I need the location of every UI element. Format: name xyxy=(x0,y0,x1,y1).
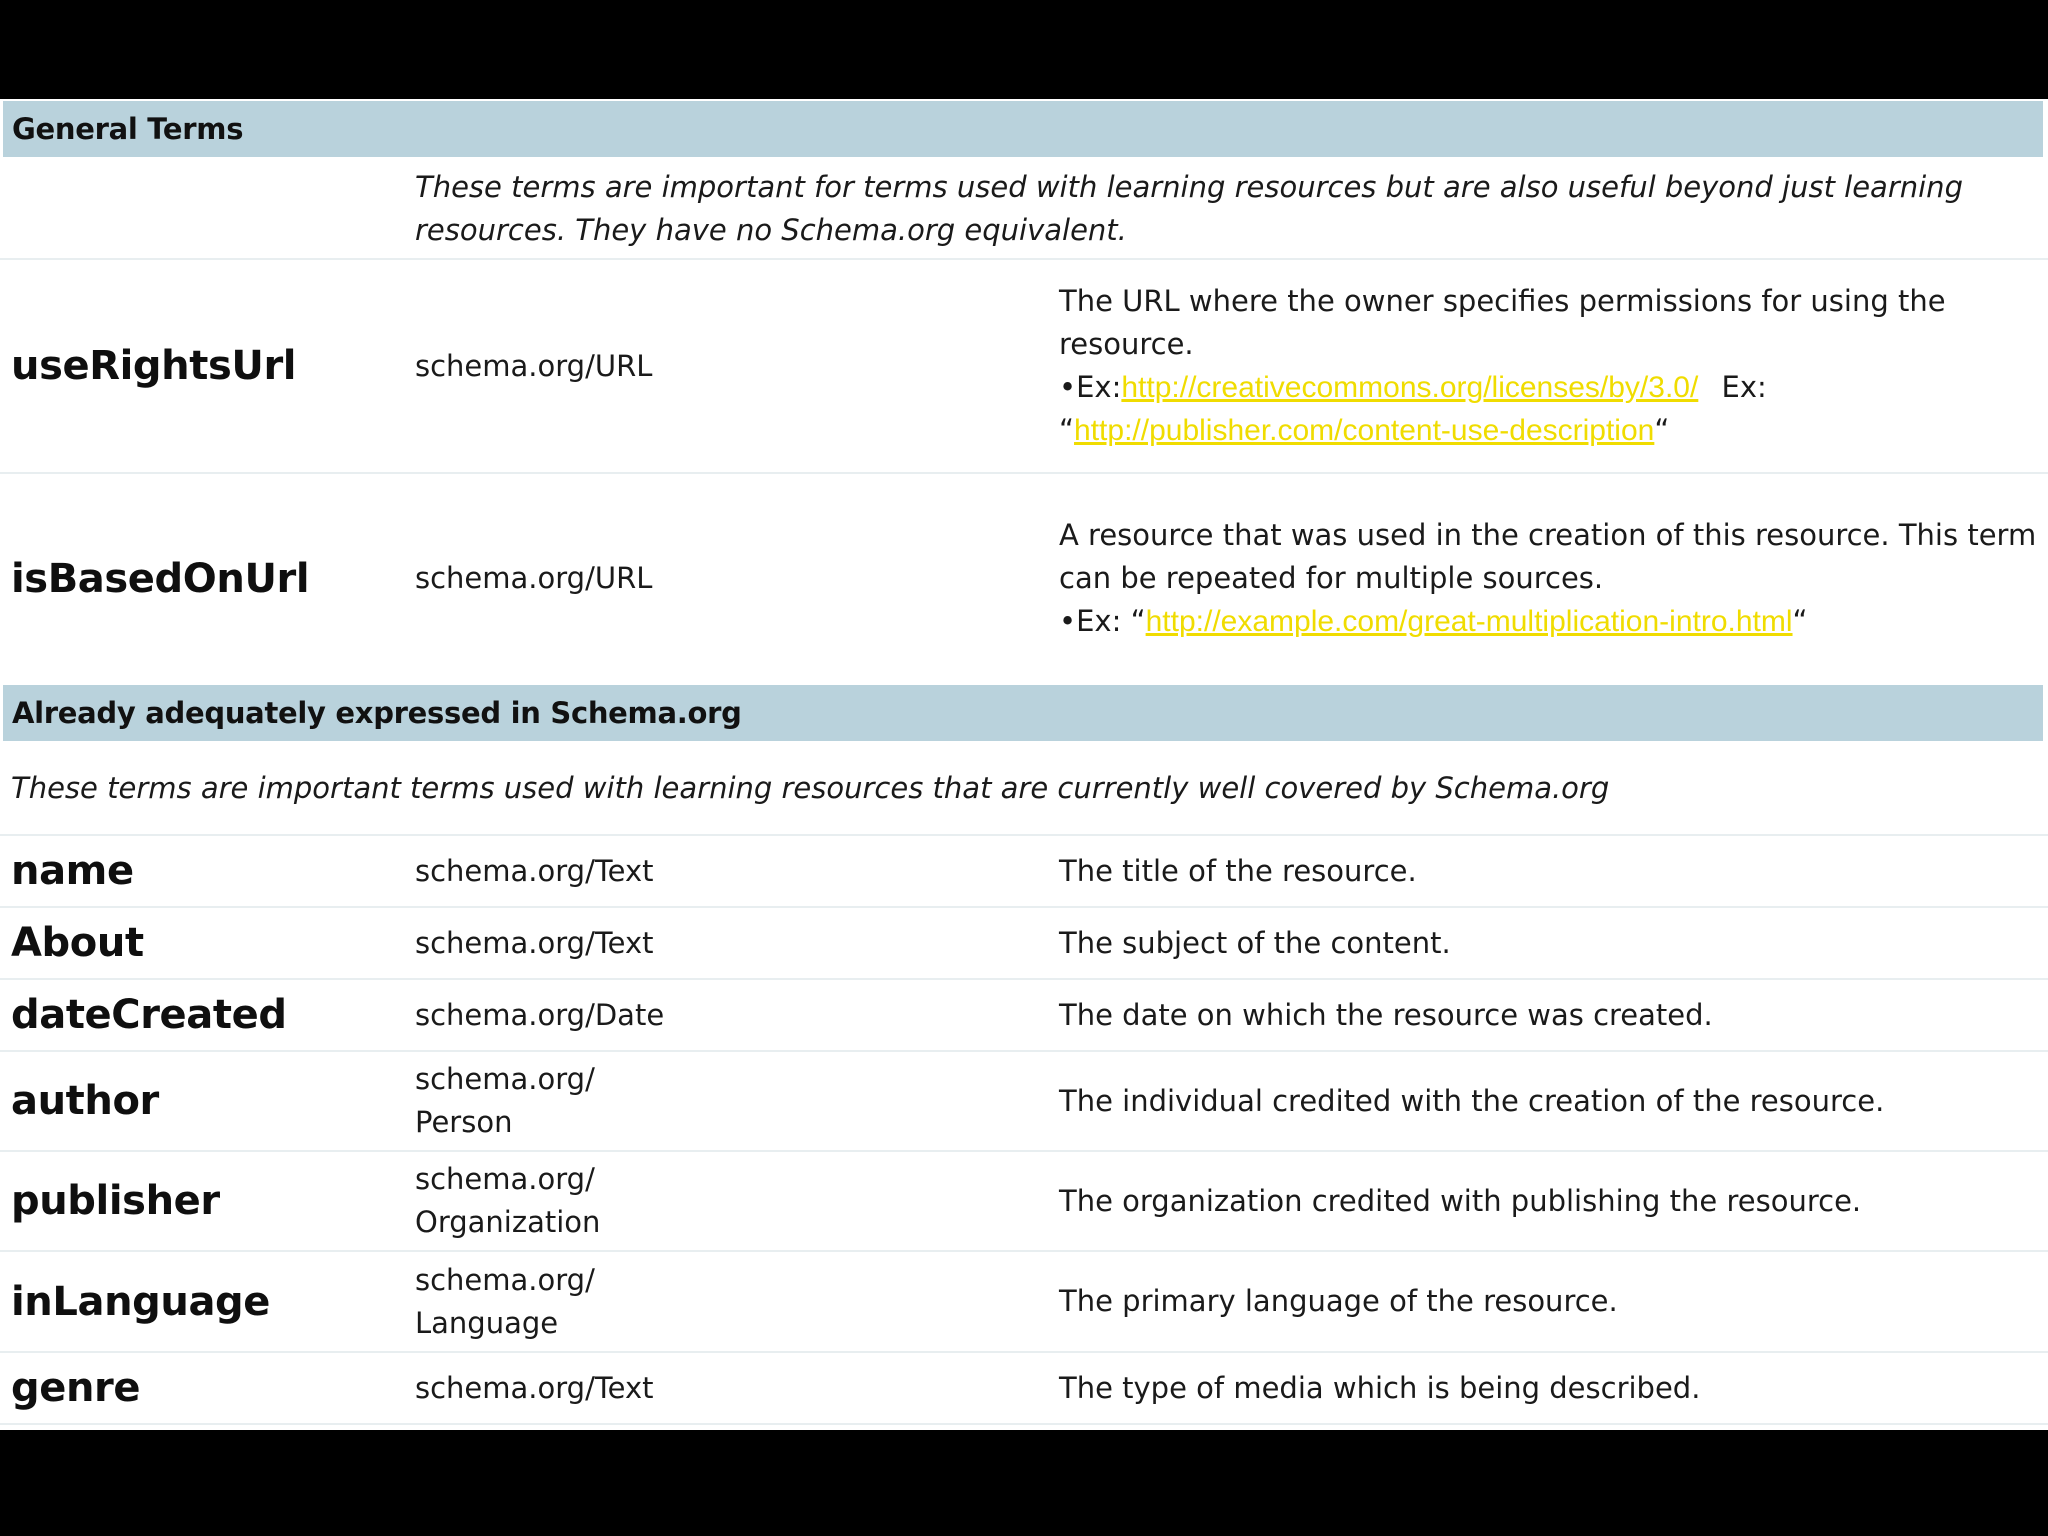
close-quote: “ xyxy=(1792,604,1808,638)
section-header-schema-org: Already adequately expressed in Schema.org xyxy=(3,685,2043,741)
term-type xyxy=(415,1152,705,1250)
description-line-1: The URL where the owner specifies permissions for using the xyxy=(1059,284,1946,318)
example-link-publisher[interactable]: http://publisher.com/content-use-description xyxy=(1074,414,1655,447)
term-type xyxy=(415,980,705,1050)
term-row-publisher xyxy=(0,1152,2048,1252)
example-line-2 xyxy=(1059,409,1946,452)
term-row-name xyxy=(0,836,2048,908)
type-line-1: schema.org/Text xyxy=(415,925,654,960)
general-intro-line-2: resources. They have no Schema.org equivalent. xyxy=(415,213,1127,247)
type-line-1: schema.org/ xyxy=(415,1162,595,1196)
description-line-2: resource. xyxy=(1059,327,1194,361)
term-description: The title of the resource. xyxy=(1059,853,1417,888)
term-description: The subject of the content. xyxy=(1059,925,1451,960)
type-line-1: schema.org/Date xyxy=(415,997,665,1032)
type-line-2: Person xyxy=(415,1105,513,1139)
type-line-2: Organization xyxy=(415,1205,601,1239)
term-row-isbasedonurl xyxy=(0,474,2048,683)
term-name: genre xyxy=(11,1365,141,1411)
term-row-about xyxy=(0,908,2048,980)
term-row-inlanguage xyxy=(0,1252,2048,1353)
slide xyxy=(0,99,2048,1430)
example-link-creativecommons[interactable]: http://creativecommons.org/licenses/by/3.0/ xyxy=(1121,371,1699,404)
type-line-1: schema.org/Text xyxy=(415,853,654,888)
description-line-2: can be repeated for multiple sources. xyxy=(1059,561,1604,595)
term-row-userightsurl xyxy=(0,260,2048,474)
term-row-datecreated xyxy=(0,980,2048,1052)
term-type xyxy=(415,836,705,906)
term-type xyxy=(415,1052,705,1150)
term-name: author xyxy=(11,1078,159,1124)
term-description: The date on which the resource was created. xyxy=(1059,997,1713,1032)
term-description xyxy=(1059,474,2037,683)
schema-intro-row xyxy=(0,741,2048,836)
description-line-1: A resource that was used in the creation of this resource. This term xyxy=(1059,518,2037,552)
term-type xyxy=(415,1353,705,1423)
example-link-example-com[interactable]: http://example.com/great-multiplication-intro.html xyxy=(1145,605,1793,638)
term-type xyxy=(415,908,705,978)
example-prefix: •Ex: xyxy=(1059,370,1122,404)
section-header-general-terms: General Terms xyxy=(3,101,2043,157)
general-intro-line-1: These terms are important for terms used with learning resources but are also useful beyond just learning xyxy=(415,170,1963,204)
term-name: inLanguage xyxy=(11,1278,271,1325)
general-intro-row xyxy=(0,157,2048,260)
schema-intro-text: These terms are important terms used with learning resources that are currently well covered by Schema.org xyxy=(11,771,1610,805)
general-intro-text xyxy=(415,166,2015,252)
close-quote: “ xyxy=(1654,413,1670,447)
term-name: About xyxy=(11,920,144,966)
term-name: dateCreated xyxy=(11,992,287,1038)
term-description: The organization credited with publishing the resource. xyxy=(1059,1183,1862,1218)
term-name: publisher xyxy=(11,1178,220,1224)
type-line-1: schema.org/Text xyxy=(415,1370,654,1405)
term-type xyxy=(415,1252,705,1351)
term-name: useRightsUrl xyxy=(11,343,297,389)
term-row-genre xyxy=(0,1353,2048,1425)
term-description xyxy=(1059,260,2034,472)
term-description: The individual credited with the creation of the resource. xyxy=(1059,1083,1885,1118)
term-type: schema.org/URL xyxy=(415,348,653,383)
term-description-body xyxy=(1059,280,1946,452)
type-line-1: schema.org/ xyxy=(415,1262,595,1297)
example-prefix: •Ex: “ xyxy=(1059,604,1146,638)
term-name: isBasedOnUrl xyxy=(11,555,310,602)
type-line-2: Language xyxy=(415,1305,559,1340)
open-quote: “ xyxy=(1059,413,1075,447)
term-description-body xyxy=(1059,514,2036,643)
type-line-1: schema.org/ xyxy=(415,1062,595,1096)
term-description: The type of media which is being described. xyxy=(1059,1370,1701,1405)
example-line xyxy=(1059,600,2036,643)
term-row-author xyxy=(0,1052,2048,1152)
example-mid: Ex: xyxy=(1712,370,1767,404)
term-name: name xyxy=(11,848,134,894)
example-line xyxy=(1059,366,1946,409)
term-description: The primary language of the resource. xyxy=(1059,1284,1618,1318)
term-type: schema.org/URL xyxy=(415,561,653,595)
